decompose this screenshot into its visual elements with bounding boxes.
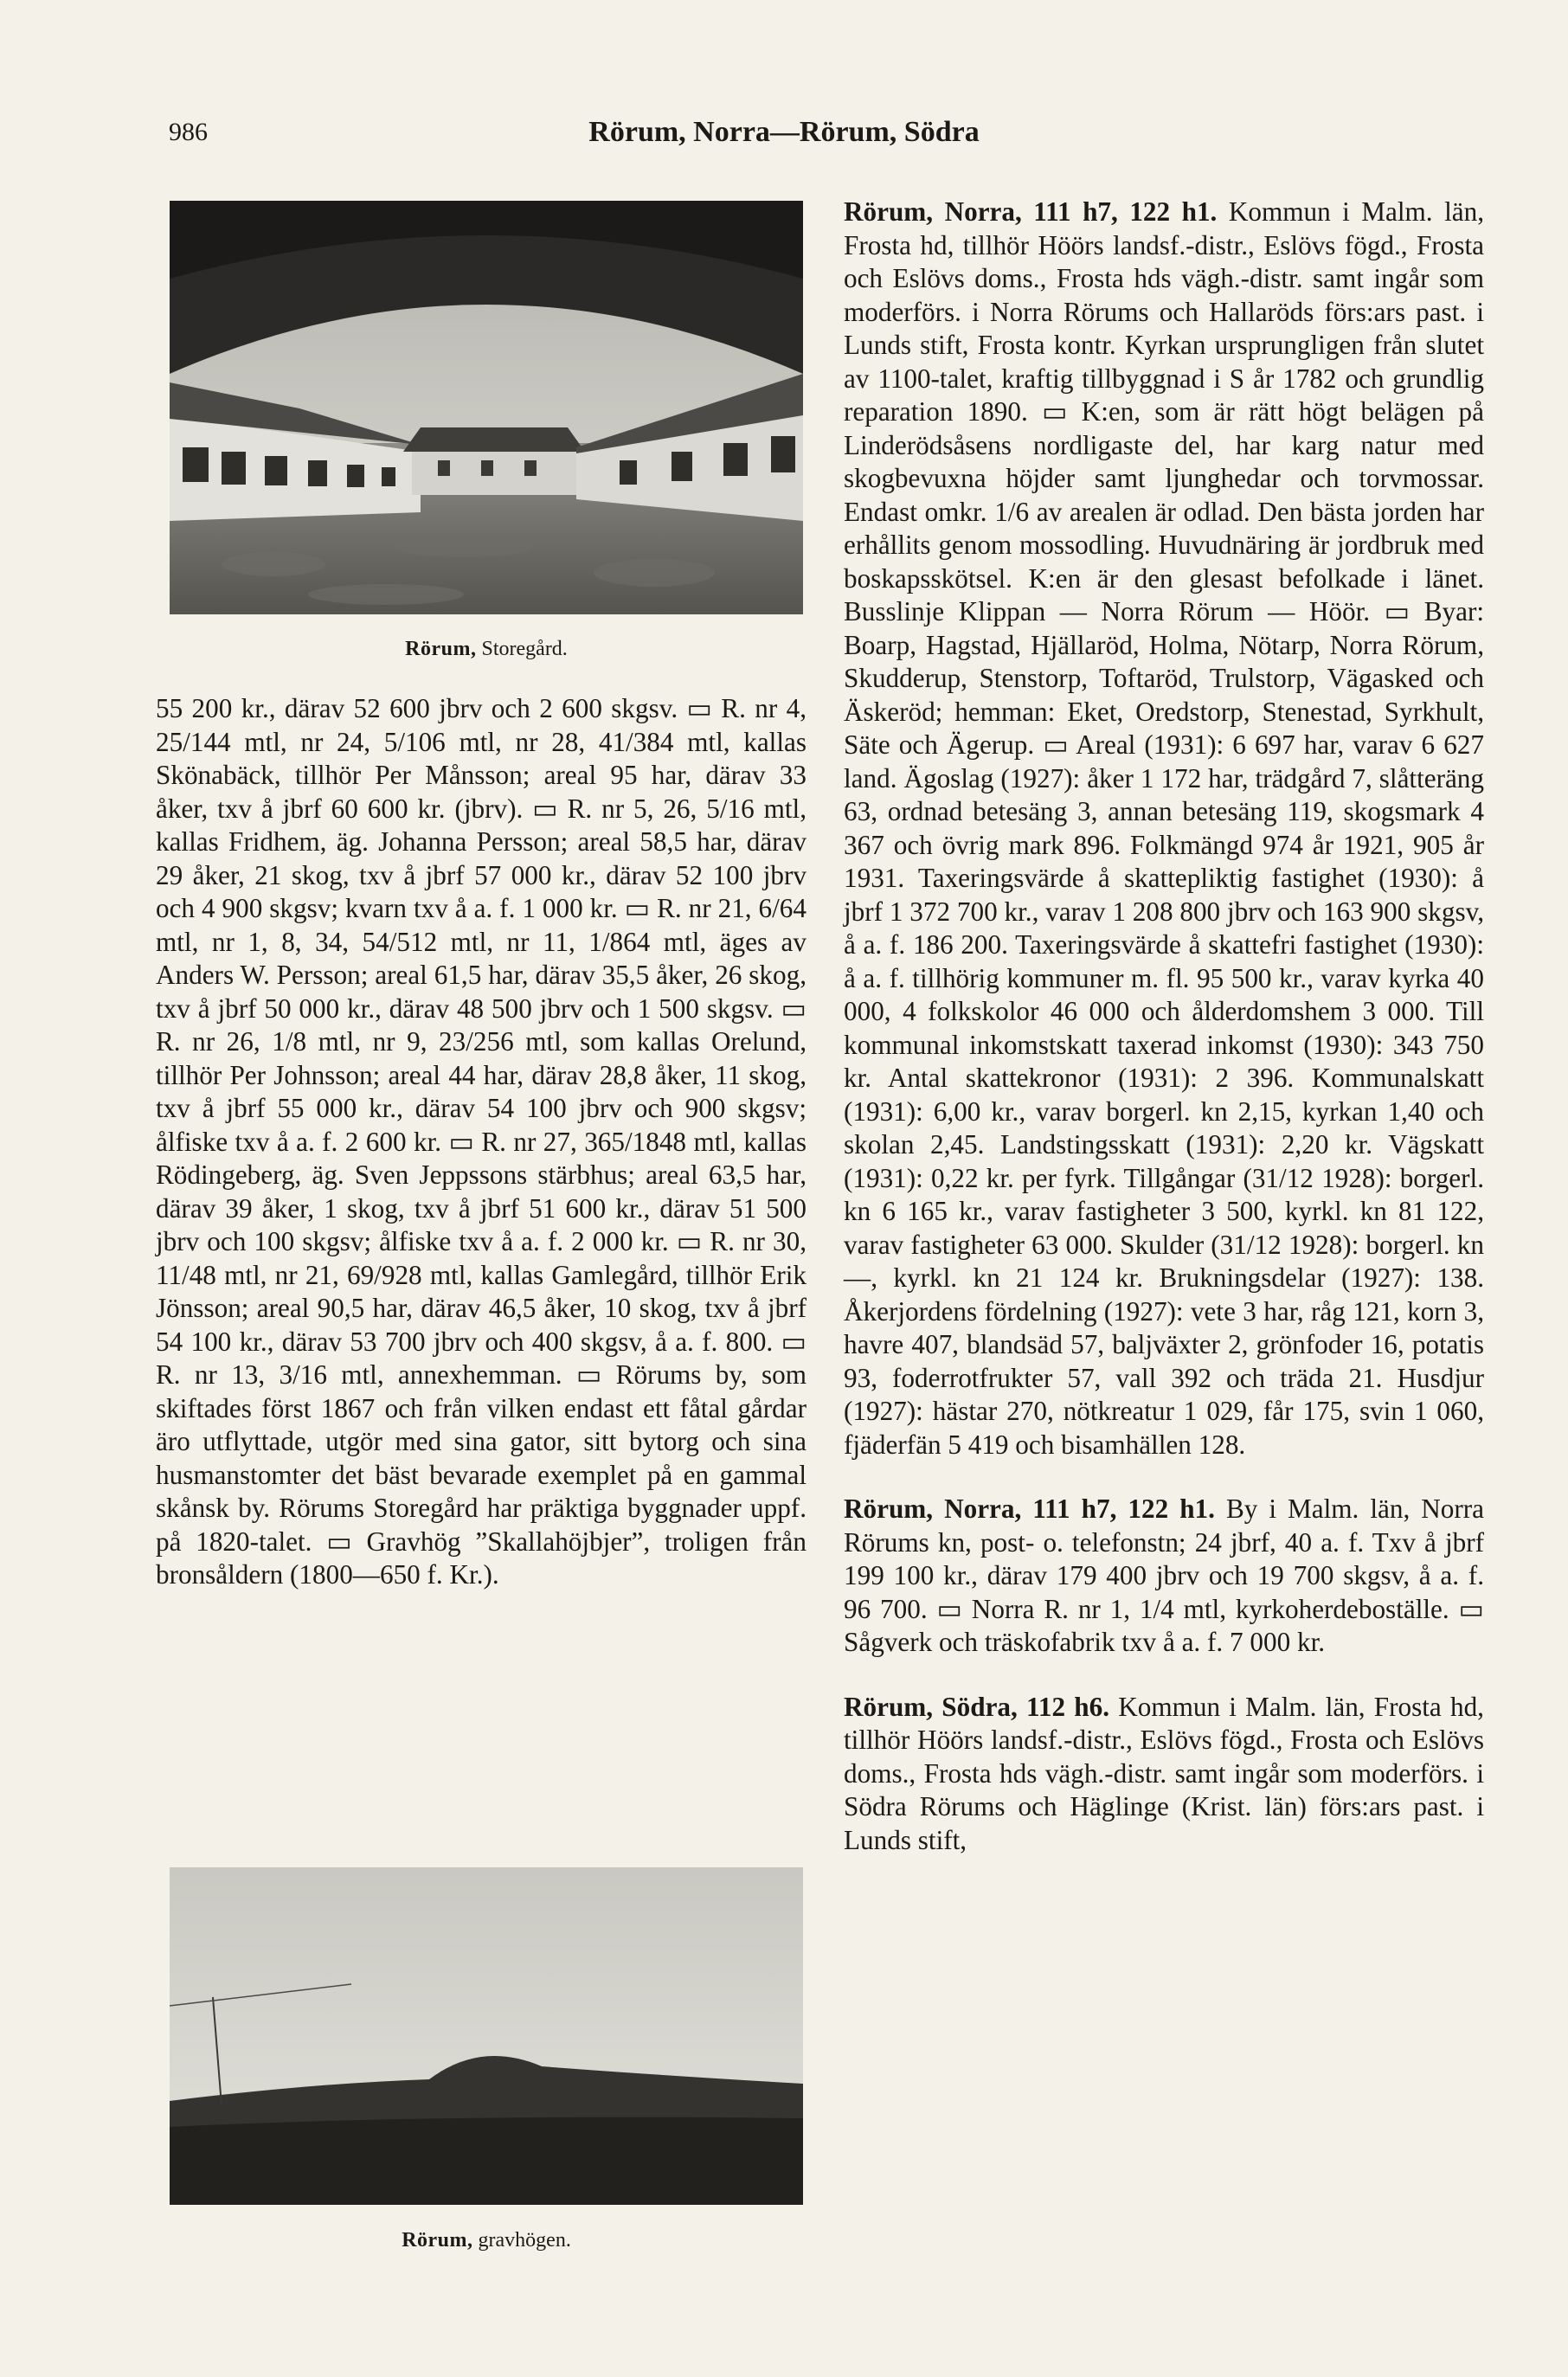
right-column <box>844 196 1484 1888</box>
entry-heading: Rörum, Södra, 112 h6. <box>844 1691 1110 1722</box>
photo-storegard-caption <box>170 638 803 661</box>
caption-place: Rörum, <box>402 2229 473 2252</box>
running-head: Rörum, Norra—Rörum, Södra <box>588 116 980 148</box>
entry-rorum-norra-kommun <box>844 196 1484 1462</box>
entry-body: Kommun i Malm. län, Frosta hd, tillhör Höörs landsf.-distr., Eslövs fögd., Frosta och Eslövs doms., Frosta hds vägh.-distr. samt ingår som moderförs. i Norra Rörums och Hallaröds förs:ars past. i Lunds stift, Frosta kontr. Kyrkan ursprungligen från slutet av 1100-talet, kraftig tillbyggnad i S år 1782 och grundlig reparation 1890. ▭ K:en, som är rätt högt belägen på Linderödsåsens nordligaste del, har karg natur med skogbevuxna höjder samt ljunghedar och torvmossar. Endast omkr. 1/6 av arealen är odlad. Den bästa jorden har erhållits genom mossodling. Huvudnäring är jordbruk med boskapsskötsel. K:en är den glesast befolkade i länet. Busslinje Klippan — Norra Rörum — Höör. ▭ Byar: Boarp, Hagstad, Hjällaröd, Holma, Nötarp, Norra Rörum, Skudderup, Stenstorp, Toftaröd, Trulstorp, Vägasked och Äskeröd; hemman: Eket, Oredstorp, Stenestad, Syrkhult, Säte och Ägerup. ▭ Areal (1931): 6 697 har, varav 6 627 land. Ägoslag (1927): åker 1 172 har, trädgård 7, slåtteräng 63, ordnad betesäng 3, annan betesäng 119, skogsmark 4 367 och övrig mark 896. Folkmängd 974 år 1921, 905 år 1931. Taxeringsvärde å skattepliktig fastighet (1930): å jbrf 1 372 700 kr., varav 1 208 800 jbrv och 163 900 skgsv, å a. f. 186 200. Taxeringsvärde å skattefri fastighet (1930): å a. f. tillhörig kommuner m. fl. 95 500 kr., varav kyrka 40 000, 4 folkskolor 46 000 och ålderdomshem 3 000. Till kommunal inkomstskatt taxerad inkomst (1930): 343 750 kr. Antal skattekronor (1931): 2 396. Kommunalskatt (1931): 6,00 kr., varav borgerl. kn 2,15, kyrkan 1,40 och skolan 2,45. Landstingsskatt (1931): 2,20 kr. Vägskatt (1931): 0,22 kr. per fyrk. Tillgångar (31/12 1928): borgerl. kn 6 165 kr., varav fastigheter 3 500, kyrkl. kn 81 122, varav fastigheter 63 000. Skulder (31/12 1928): borgerl. kn —, kyrkl. kn 21 124 kr. Brukningsdelar (1927): 138. Åkerjordens fördelning (1927): vete 3 har, råg 121, korn 3, havre 407, blandsäd 57, baljväxter 2, grönfoder 16, potatis 93, foderrotfrukter 57, vall 392 och träda 21. Husdjur (1927): hästar 270, nötkreatur 1 029, får 175, svin 1 060, fjäderfän 5 419 och bisamhällen 128. <box>844 196 1484 1460</box>
caption-place: Rörum, <box>405 638 477 660</box>
left-column-text: 55 200 kr., därav 52 600 jbrv och 2 600 skgsv. ▭ R. nr 4, 25/144 mtl, nr 24, 5/106 mtl, nr 28, 41/384 mtl, kallas Skönabäck, tillhör Per Månsson; areal 95 har, därav 33 åker, txv å jbrf 60 600 kr. (jbrv). ▭ R. nr 5, 26, 5/16 mtl, kallas Fridhem, äg. Johanna Persson; areal 58,5 har, därav 29 åker, 21 skog, txv å jbrf 57 000 kr., därav 52 100 jbrv och 4 900 skgsv; kvarn txv å a. f. 1 000 kr. ▭ R. nr 21, 6/64 mtl, nr 1, 8, 34, 54/512 mtl, nr 11, 1/864 mtl, äges av Anders W. Persson; areal 61,5 har, därav 35,5 åker, 26 skog, txv å jbrf 50 000 kr., därav 48 500 jbrv och 1 500 skgsv. ▭ R. nr 26, 1/8 mtl, nr 9, 23/256 mtl, som kallas Orelund, tillhör Per Johnsson; areal 44 har, därav 28,8 åker, 11 skog, txv å jbrf 55 000 kr., därav 54 100 jbrv och 900 skgsv; ålfiske txv å a. f. 2 600 kr. ▭ R. nr 27, 365/1848 mtl, kallas Rödingeberg, äg. Sven Jeppssons stärbhus; areal 63,5 har, därav 39 åker, 1 skog, txv å jbrf 51 600 kr., därav 51 500 jbrv och 100 skgsv; ålfiske txv å a. f. 2 000 kr. ▭ R. nr 30, 11/48 mtl, nr 21, 69/928 mtl, kallas Gamlegård, tillhör Erik Jönsson; areal 90,5 har, därav 46,5 åker, 10 skog, txv å jbrf 54 100 kr., därav 53 700 jbrv och 400 skgsv, å a. f. 800. ▭ R. nr 13, 3/16 mtl, annexhemman. ▭ Rörums by, som skiftades först 1867 och från vilken endast ett fåtal gårdar äro utflyttade, utgör med sina gator, sitt bytorg och sina husmanstomter det bäst bevarade exemplet på en gammal skånsk by. Rörums Storegård har präktiga byggnader uppf. på 1820-talet. ▭ Gravhög ”Skallahöjbjer”, troligen från bronsåldern (1800—650 f. Kr.). <box>156 693 806 1590</box>
entry-heading: Rörum, Norra, 111 h7, 122 h1. <box>844 196 1218 227</box>
photo-storegard <box>170 201 803 614</box>
photo-gravhogen-image <box>170 1867 803 2205</box>
page-number: 986 <box>169 118 208 146</box>
caption-rest: gravhögen. <box>472 2229 571 2252</box>
entry-body: By i Malm. län, Norra Rörums kn, post- o. telefonstn; 24 jbrf, 40 a. f. Txv å jbrf 199 100 kr., därav 179 400 jbrv och 19 700 skgsv, å a. f. 96 700. ▭ Norra R. nr 1, 1/4 mtl, kyrkoherdeboställe. ▭ Sågverk och träskofabrik txv å a. f. 7 000 kr. <box>844 1494 1484 1657</box>
photo-gravhogen <box>170 1867 803 2205</box>
caption-rest: Storegård. <box>476 638 568 660</box>
left-column <box>156 692 806 1592</box>
entry-rorum-sodra <box>844 1691 1484 1858</box>
entry-body: Kommun i Malm. län, Frosta hd, tillhör Höörs landsf.-distr., Eslövs fögd., Frosta och Eslövs doms., Frosta hds vägh.-distr. samt ingår som moderförs. i Södra Rörums och Häglinge (Krist. län) förs:ars past. i Lunds stift, <box>844 1691 1484 1855</box>
entry-heading: Rörum, Norra, 111 h7, 122 h1. <box>844 1494 1215 1524</box>
photo-storegard-image <box>170 201 803 614</box>
entry-rorum-norra-by <box>844 1493 1484 1660</box>
photo-gravhogen-caption <box>170 2229 803 2252</box>
